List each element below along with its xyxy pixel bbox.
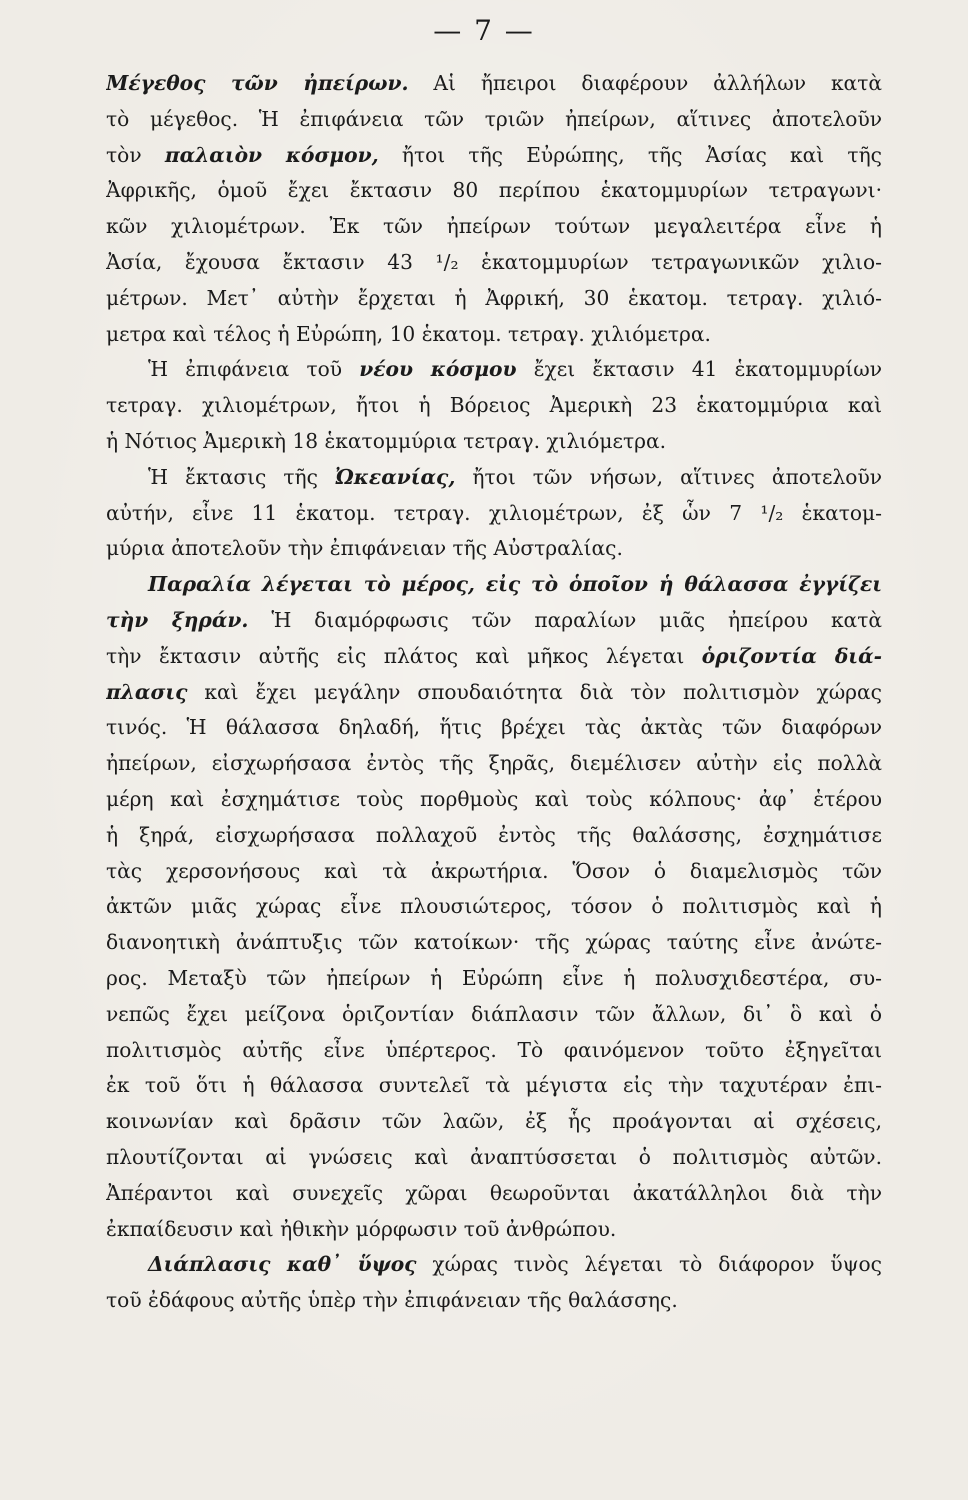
text-line bbox=[106, 603, 882, 639]
text-line bbox=[106, 925, 882, 961]
text-span: ἐκπαίδευσιν καὶ ἠθικὴν μόρφωσιν τοῦ ἀνθρώπου. bbox=[106, 1216, 617, 1241]
text-line bbox=[106, 746, 882, 782]
italic-phrase: τὴν ξηράν. bbox=[106, 607, 249, 632]
italic-phrase: Ὠκεανίας, bbox=[335, 464, 456, 489]
text-span: τὴν ἔκτασιν αὐτῆς εἰς πλάτος καὶ μῆκος λέγεται bbox=[106, 643, 702, 668]
text-span: ἡ Νότιος Ἀμερικὴ 18 ἑκατομμύρια τετραγ. χιλιόμετρα. bbox=[106, 428, 667, 453]
text-line bbox=[106, 66, 882, 102]
text-span: κοινωνίαν καὶ δρᾶσιν τῶν λαῶν, ἐξ ἧς προάγονται αἱ σχέσεις, bbox=[106, 1109, 882, 1134]
text-span: Ἀσία, ἔχουσα ἔκτασιν 43 ¹/₂ ἑκατομμυρίων τετραγωνικῶν χιλιο- bbox=[106, 249, 882, 274]
italic-phrase: νέου κόσμου bbox=[359, 357, 517, 382]
page-number: — 7 — bbox=[433, 14, 535, 47]
text-span: ἠπείρων, εἰσχωρήσασα ἐντὸς τῆς ξηρᾶς, διεμέλισεν αὐτὴν εἰς πολλὰ bbox=[106, 751, 882, 776]
text-line bbox=[106, 1104, 882, 1140]
text-line bbox=[106, 102, 882, 138]
text-line bbox=[106, 1176, 882, 1212]
text-span: πολιτισμὸς αὐτῆς εἶνε ὑπέρτερος. Τὸ φαινόμενον τοῦτο ἐξηγεῖται bbox=[106, 1037, 882, 1062]
text-span: κῶν χιλιομέτρων. Ἐκ τῶν ἠπείρων τούτων μεγαλειτέρα εἶνε ἡ bbox=[106, 214, 882, 239]
text-span: μύρια ἀποτελοῦν τὴν ἐπιφάνειαν τῆς Αὐστραλίας. bbox=[106, 536, 623, 561]
text-line bbox=[106, 854, 882, 890]
text-span: ἀκτῶν μιᾶς χώρας εἶνε πλουσιώτερος, τόσον ὁ πολιτισμὸς καὶ ἡ bbox=[106, 894, 882, 919]
text-span: τὸ μέγεθος. Ἡ ἐπιφάνεια τῶν τριῶν ἠπείρων, αἵτινες ἀποτελοῦν bbox=[106, 106, 882, 131]
text-line bbox=[106, 496, 882, 532]
text-span: ἤτοι τῶν νήσων, αἵτινες ἀποτελοῦν bbox=[455, 464, 882, 489]
italic-phrase: Διάπλασις καθ᾽ ὕψος bbox=[148, 1252, 417, 1277]
text-span: τοῦ ἐδάφους αὐτῆς ὑπὲρ τὴν ἐπιφάνειαν τῆς θαλάσσης. bbox=[106, 1288, 678, 1313]
text-span: ρος. Μεταξὺ τῶν ἠπείρων ἡ Εὐρώπη εἶνε ἡ πολυσχιδεστέρα, συ- bbox=[106, 965, 882, 990]
text-line bbox=[106, 1033, 882, 1069]
text-line bbox=[106, 782, 882, 818]
text-span: πλουτίζονται αἱ γνώσεις καὶ ἀναπτύσσεται ὁ πολιτισμὸς αὐτῶν. bbox=[106, 1144, 882, 1169]
text-span: αὐτήν, εἶνε 11 ἑκατομ. τετραγ. χιλιομέτρων, ἐξ ὧν 7 ¹/₂ ἑκατομ- bbox=[106, 500, 882, 525]
text-line bbox=[106, 209, 882, 245]
italic-phrase: παλαιὸν κόσμον, bbox=[164, 142, 379, 167]
text-span: ἤτοι τῆς Εὐρώπης, τῆς Ἀσίας καὶ τῆς bbox=[378, 142, 882, 167]
text-span: Ἀπέραντοι καὶ συνεχεῖς χῶραι θεωροῦνται ἀκατάλληλοι διὰ τὴν bbox=[106, 1180, 882, 1205]
text-line bbox=[106, 818, 882, 854]
text-line bbox=[106, 245, 882, 281]
text-span: Ἡ ἐπιφάνεια τοῦ bbox=[148, 357, 360, 382]
text-line bbox=[106, 1247, 882, 1283]
text-line bbox=[106, 961, 882, 997]
italic-phrase: ὁριζοντία διά- bbox=[701, 643, 882, 668]
text-line bbox=[106, 281, 882, 317]
text-line bbox=[106, 531, 882, 567]
text-line bbox=[106, 1212, 882, 1248]
text-line bbox=[106, 1283, 882, 1319]
text-line bbox=[106, 317, 882, 353]
text-span: καὶ ἔχει μεγάλην σπουδαιότητα διὰ τὸν πολιτισμὸν χώρας bbox=[187, 679, 882, 704]
text-span: ἐκ τοῦ ὅτι ἡ θάλασσα συντελεῖ τὰ μέγιστα εἰς τὴν ταχυτέραν ἐπι- bbox=[106, 1073, 882, 1098]
text-span: ἡ ξηρά, εἰσχωρήσασα πολλαχοῦ ἐντὸς τῆς θαλάσσης, ἐσχημάτισε bbox=[106, 822, 882, 847]
text-span: μετρα καὶ τέλος ἡ Εὐρώπη, 10 ἑκατομ. τετραγ. χιλιόμετρα. bbox=[106, 321, 711, 346]
text-span: τετραγ. χιλιομέτρων, ἤτοι ἡ Βόρειος Ἀμερικὴ 23 ἑκατομμύρια καὶ bbox=[106, 393, 882, 418]
italic-phrase: Μέγεθος τῶν ἠπείρων. bbox=[106, 71, 409, 95]
text-line bbox=[106, 710, 882, 746]
text-span: χώρας τινὸς λέγεται τὸ διάφορον ὕψος bbox=[416, 1252, 882, 1277]
italic-phrase: πλασις bbox=[106, 679, 188, 704]
text-span: μέρη καὶ ἐσχημάτισε τοὺς πορθμοὺς καὶ τοὺς κόλπους· ἀφ᾽ ἑτέρου bbox=[106, 786, 882, 811]
text-span: διανοητικὴ ἀνάπτυξις τῶν κατοίκων· τῆς χώρας ταύτης εἶνε ἀνώτε- bbox=[106, 930, 882, 955]
body-text bbox=[106, 66, 882, 1319]
text-line bbox=[106, 639, 882, 675]
text-span: Ἀφρικῆς, ὁμοῦ ἔχει ἔκτασιν 80 περίπου ἑκατομμυρίων τετραγωνι· bbox=[106, 178, 882, 203]
text-line bbox=[106, 173, 882, 209]
text-line bbox=[106, 889, 882, 925]
text-line bbox=[106, 424, 882, 460]
text-line bbox=[106, 352, 882, 388]
text-span: ἔχει ἔκτασιν 41 ἑκατομμυρίων bbox=[516, 357, 882, 382]
text-span: τινός. Ἡ θάλασσα δηλαδή, ἥτις βρέχει τὰς ἀκτὰς τῶν διαφόρων bbox=[106, 715, 882, 740]
text-span: τὸν bbox=[106, 142, 165, 167]
text-line bbox=[106, 1068, 882, 1104]
text-span: Ἡ ἔκτασις τῆς bbox=[148, 464, 335, 489]
text-line bbox=[106, 675, 882, 711]
text-line bbox=[106, 460, 882, 496]
italic-phrase: Παραλία λέγεται τὸ μέρος, εἰς τὸ ὁποῖον ἡ θάλασσα ἐγγίζει bbox=[148, 572, 882, 597]
text-line bbox=[106, 567, 882, 603]
text-line bbox=[106, 138, 882, 174]
text-line bbox=[106, 997, 882, 1033]
text-line bbox=[106, 388, 882, 424]
text-span: νεπῶς ἔχει μείζονα ὁριζοντίαν διάπλασιν τῶν ἄλλων, δι᾽ ὃ καὶ ὁ bbox=[106, 1001, 882, 1026]
text-line bbox=[106, 1140, 882, 1176]
text-span: Ἡ διαμόρφωσις τῶν παραλίων μιᾶς ἠπείρου κατὰ bbox=[248, 607, 882, 632]
text-span: μέτρων. Μετ᾽ αὐτὴν ἔρχεται ἡ Ἀφρική, 30 ἑκατομ. τετραγ. χιλιό- bbox=[106, 285, 882, 310]
text-span: τὰς χερσονήσους καὶ τὰ ἀκρωτήρια. Ὅσον ὁ διαμελισμὸς τῶν bbox=[106, 858, 882, 883]
text-span: Αἱ ἤπειροι διαφέρουν ἀλλήλων κατὰ bbox=[408, 71, 882, 95]
